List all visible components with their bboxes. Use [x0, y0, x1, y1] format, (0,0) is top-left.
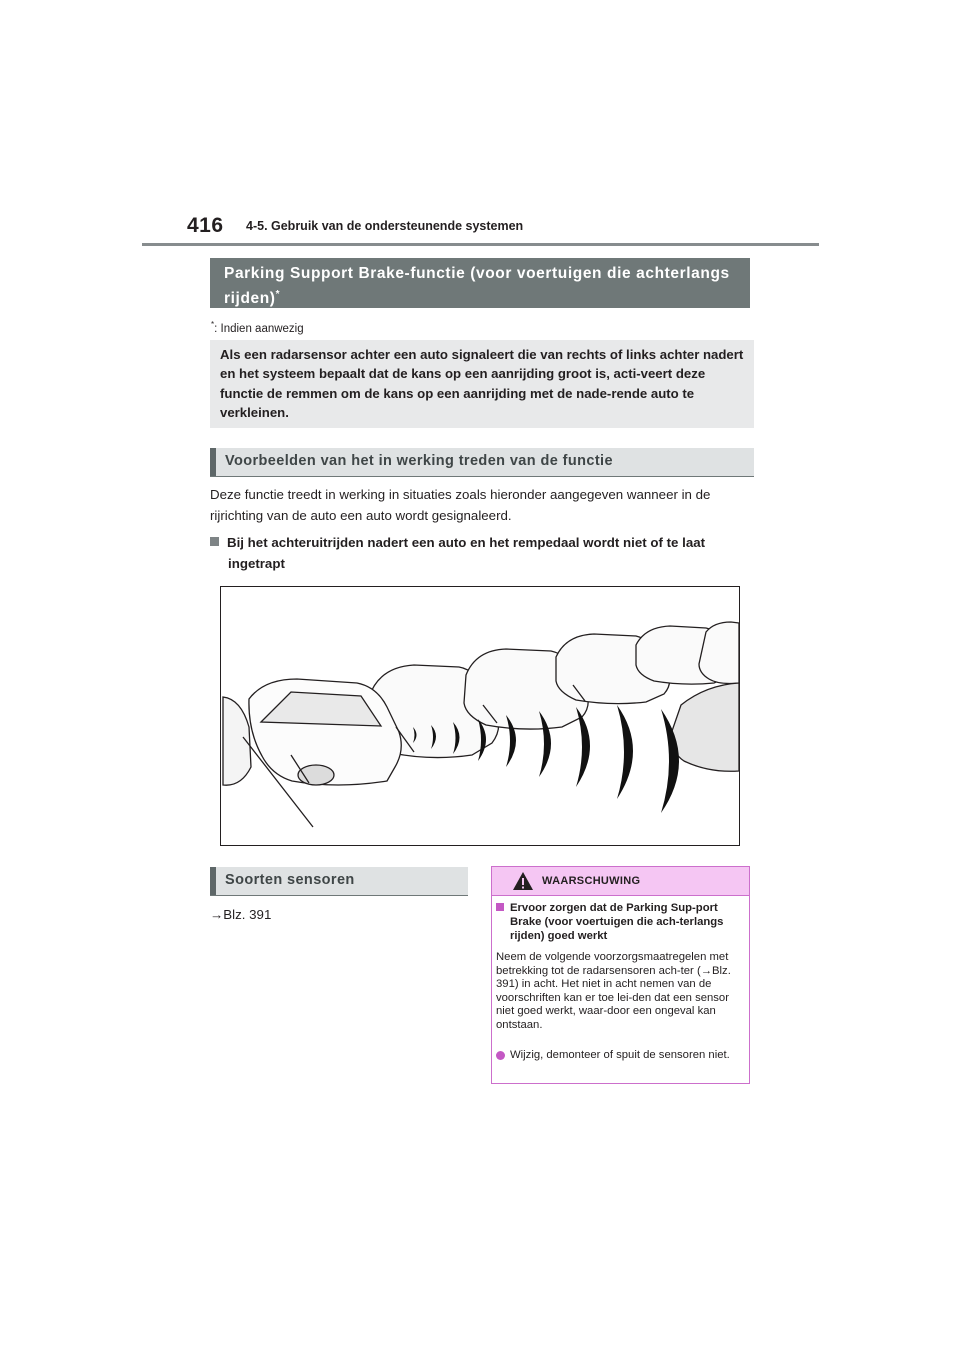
circle-bullet-icon: [496, 1051, 505, 1060]
warning-box: [491, 866, 750, 1084]
radar-wave-8: [617, 705, 633, 799]
footnote-marker: *: [211, 320, 215, 329]
parking-illustration: [220, 586, 740, 846]
footnote-text: : Indien aanwezig: [214, 322, 304, 335]
section-reference: 4-5. Gebruik van de ondersteunende systemen: [246, 219, 524, 233]
section-heading-text: Soorten sensoren: [225, 872, 355, 888]
warning-triangle-icon: [512, 871, 534, 891]
square-bullet-icon: [496, 903, 504, 911]
title-bar: [210, 258, 750, 308]
heading-accent-bar: [210, 448, 216, 476]
page-title: [224, 263, 744, 309]
header-divider: [142, 243, 819, 246]
intro-box: [210, 340, 754, 428]
footnote: [211, 320, 304, 335]
bullet-heading-line2: ingetrapt: [228, 556, 285, 571]
bullet-heading: [210, 532, 755, 574]
section-body-text: Deze functie treedt in werking in situaties zoals hieronder aangegeven wanneer in de rijrichting van de auto een auto wordt gesignaleerd.: [210, 487, 711, 523]
square-bullet-icon: [210, 537, 219, 546]
warning-bullet-text: Wijzig, demonteer of spuit de sensoren niet.: [510, 1049, 730, 1061]
section-heading-examples: [210, 448, 754, 477]
section-heading-text: Voorbeelden van het in werking treden van de functie: [225, 453, 613, 469]
page-reference-link[interactable]: →Blz. 391: [210, 907, 272, 922]
warning-label: WAARSCHUWING: [542, 875, 641, 887]
warning-bullet: [496, 1049, 741, 1063]
page-number: 416: [187, 214, 224, 237]
warning-header: [492, 867, 749, 896]
warning-item-heading: [496, 901, 741, 943]
title-footnote-marker: *: [275, 289, 281, 300]
parking-scene-drawing: [221, 587, 739, 845]
intro-text: Als een radarsensor achter een auto signaleert die van rechts of links achter nadert en het systeem bepaalt dat de kans op een aanrijding groot is, acti-veert deze functie de remmen om de kans op een aanrijding met de nade-rende auto te verkleinen.: [220, 347, 744, 420]
warning-item-heading-text: Ervoor zorgen dat de Parking Sup-port Brake (voor voertuigen die ach-terlangs rijden) goed werkt: [510, 902, 724, 942]
heading-accent-bar: [210, 867, 216, 895]
warning-paragraph: Neem de volgende voorzorgsmaatregelen met betrekking tot de radarsensoren ach-ter (→Blz. 391) in acht. Het niet in acht nemen van de voorschriften kan er toe lei-den dat een sensor niet goed werkt, waar-door een ongeval kan ontstaan.: [496, 951, 731, 1031]
bullet-heading-line1: Bij het achteruitrijden nadert een auto en het rempedaal wordt niet of te laat: [227, 535, 706, 550]
approaching-car: [672, 683, 740, 771]
section-heading-sensors: [210, 867, 468, 896]
page-title-text: Parking Support Brake-functie (voor voertuigen die achterlangs rijden): [224, 265, 730, 308]
